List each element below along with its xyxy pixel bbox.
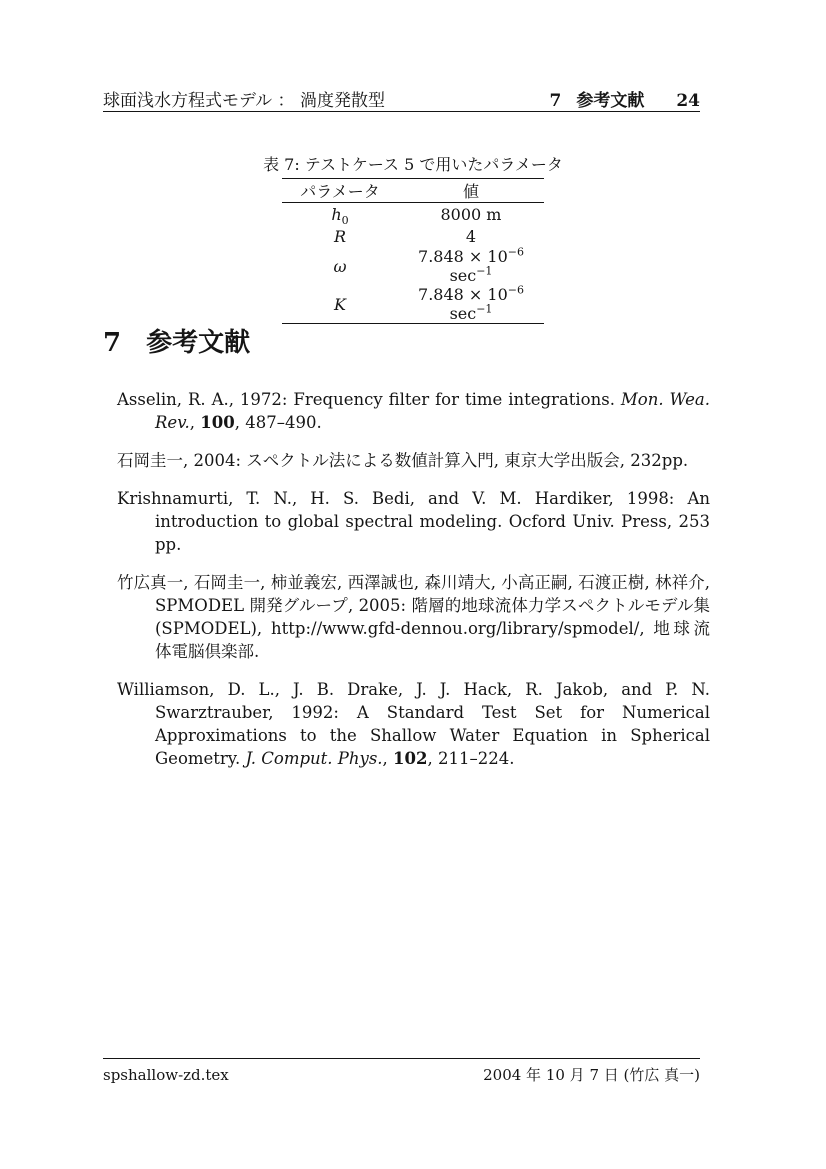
header-section-number: 7 bbox=[549, 91, 562, 111]
value-cell bbox=[398, 247, 544, 285]
reference-item bbox=[117, 449, 710, 472]
value-cell bbox=[398, 285, 544, 324]
text-run: 7.848 × 10 bbox=[418, 285, 508, 304]
header-section-title: 参考文献 bbox=[576, 91, 645, 111]
value-cell bbox=[398, 225, 544, 247]
text-run: , bbox=[189, 413, 201, 432]
reference-item bbox=[117, 678, 710, 770]
text-run: R bbox=[333, 226, 347, 246]
table-caption: 表 7: テストケース 5 で用いたパラメータ bbox=[263, 155, 563, 174]
parameter-cell bbox=[282, 203, 398, 226]
parameter-cell bbox=[282, 285, 398, 324]
text-run: −1 bbox=[476, 264, 493, 278]
spmodel-url: http://www.gfd-dennou.org/library/spmodel/ bbox=[271, 619, 640, 638]
column-header-parameter: パラメータ bbox=[282, 179, 398, 203]
reference-item bbox=[117, 571, 710, 663]
text-run: −1 bbox=[476, 302, 493, 316]
running-title: 球面浅水方程式モデル ： 渦度発散型 bbox=[103, 91, 385, 111]
parameter-table bbox=[282, 178, 544, 324]
page-header bbox=[103, 86, 700, 111]
references-list bbox=[117, 388, 710, 785]
table-header-row bbox=[282, 179, 544, 203]
text-run: sec bbox=[449, 266, 477, 285]
text-run: sec bbox=[449, 304, 477, 323]
text-run: 4 bbox=[465, 226, 477, 246]
text-run: , 211–224. bbox=[427, 749, 515, 768]
text-run: −6 bbox=[507, 283, 524, 297]
text-run: Williamson, D. L., J. B. Drake, J. J. Hack, R. Jakob, and P. N. Swarztrauber, 1992: A Standard Test Set for Numerical Approximations to the Shallow Water Equation in Spherical Geometry. bbox=[117, 680, 710, 768]
text-run: −6 bbox=[507, 245, 524, 259]
footer-rule bbox=[103, 1058, 700, 1059]
header-rule bbox=[103, 111, 700, 112]
table-row bbox=[282, 247, 544, 285]
text-run: 0 bbox=[341, 213, 349, 227]
text-run: Krishnamurti, T. N., H. S. Bedi, and V. M. Hardiker, 1998: An introduction to global spectral modeling. Ocford Univ. Press, 253 pp. bbox=[117, 489, 710, 554]
text-run: 100 bbox=[200, 413, 235, 432]
section-heading bbox=[103, 326, 250, 360]
footer-filename: spshallow-zd.tex bbox=[103, 1066, 229, 1084]
footer-date: 2004 年 10 月 7 日 (竹広 真一) bbox=[483, 1066, 700, 1084]
value-cell bbox=[398, 203, 544, 226]
header-section-info bbox=[549, 86, 700, 111]
column-header-value: 値 bbox=[398, 179, 544, 203]
parameter-cell bbox=[282, 247, 398, 285]
text-run: , 地球流体電脳倶楽部. bbox=[155, 619, 710, 661]
text-run: 7.848 × 10 bbox=[418, 247, 508, 266]
text-run: ω bbox=[333, 256, 347, 276]
parameter-table-figure bbox=[0, 155, 826, 324]
page-number: 24 bbox=[676, 91, 700, 111]
text-run: Asselin, R. A., 1972: Frequency filter for time integrations. bbox=[117, 390, 621, 409]
text-run: J. Comput. Phys. bbox=[245, 749, 383, 768]
text-run: , 487–490. bbox=[234, 413, 322, 432]
text-run: 102 bbox=[393, 749, 428, 768]
text-run: Mon. Wea. Rev. bbox=[155, 390, 711, 432]
text-run: K bbox=[334, 294, 346, 314]
text-run: , bbox=[382, 749, 394, 768]
reference-item bbox=[117, 388, 710, 434]
reference-item bbox=[117, 487, 710, 556]
text-run: 石岡圭一, 2004: スペクトル法による数値計算入門, 東京大学出版会, 232pp. bbox=[117, 451, 689, 470]
section-title: 参考文献 bbox=[146, 328, 251, 358]
table-body bbox=[282, 203, 544, 324]
text-run: 8000 m bbox=[440, 204, 502, 224]
table-row bbox=[282, 203, 544, 226]
table-row bbox=[282, 225, 544, 247]
parameter-cell bbox=[282, 225, 398, 247]
table-row bbox=[282, 285, 544, 324]
page-footer bbox=[103, 1064, 700, 1085]
section-number: 7 bbox=[103, 328, 122, 358]
text-run: 竹広真一, 石岡圭一, 柿並義宏, 西澤誠也, 森川靖大, 小高正嗣, 石渡正樹, 林祥介, SPMODEL 開発グループ, 2005: 階層的地球流体力学スペクトルモデル集 (SPMODEL), bbox=[117, 573, 710, 638]
text-run: h bbox=[331, 204, 342, 224]
